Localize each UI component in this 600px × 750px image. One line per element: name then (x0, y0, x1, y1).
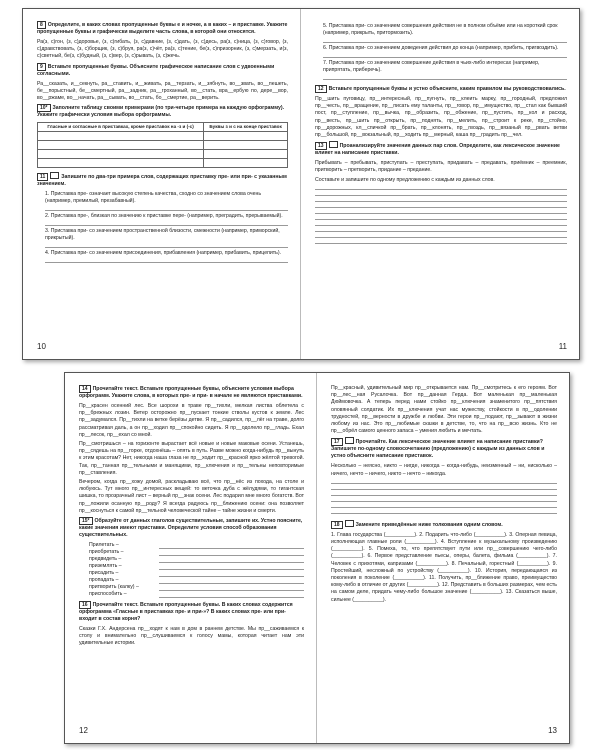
answer-line[interactable] (159, 591, 304, 598)
task-18-body: 1. Глава государства (__________). 2. Подарить что-либо (__________). 3. Оперная певица, исполняющая главные роли (__________). 4. Вступление к музыкальному произведению (__________). 5. Помеха, то, что препятствует пути или пр__совершению чего-либо (__________). 6. Первое представление пьесы, оперы, балета, фильма (__________). 7. Человек с прихотями, капризами (__________). 8. Печальный, горестный (__________). 9. Простейший, несложный по устройству (__________). 10. История, передающаяся из поколения в поколение (__________). 11. Получить, пр__ближение право, преимущество кому-либо в отличие от других (__________). 12. Представить в больших размерах, чем есть на самом деле, придать чему-либо большое значение (__________). 13. Сказаться выше, сильнее (__________). (331, 531, 557, 603)
answer-line[interactable] (45, 247, 288, 248)
answer-line[interactable] (315, 213, 567, 214)
answer-line[interactable] (315, 237, 567, 238)
answer-line[interactable] (315, 231, 567, 232)
task-title: Вставьте пропущенные буквы. Объясните графическое написание слов с удвоенными согласными. (37, 63, 275, 77)
table-row (38, 140, 288, 149)
task-8 (37, 21, 288, 36)
pencil-icon (345, 520, 354, 527)
table-row (38, 158, 288, 167)
answer-line[interactable] (45, 210, 288, 211)
task-number: 17 (331, 438, 343, 446)
pencil-icon (50, 172, 59, 179)
page-number: 13 (548, 726, 557, 735)
answer-line[interactable] (159, 570, 304, 577)
task-9-body: Ра__сказать, и__секнуть, ра__ставить, и__живать, ра__терзать, и__зябнуть, во__звать, во__пешеть, бе__порыстный, бе__смертный, ра__задник, ра__гроханный, во__стать, вра__ербую по, дере__вор, во__ржаме, во__начать, ра__сывать, во__стать, бо__смертие, ра__верить. (37, 80, 288, 102)
answer-line[interactable] (331, 495, 557, 496)
task-17-body: Несколько – неясно, никто – нигде, никогда – когда-нибудь, неизменный – ни, нисколько – ничего, нечто – ничего, никто – нечто – никогда. (331, 463, 557, 477)
answer-line[interactable] (45, 225, 288, 226)
task-10 (37, 104, 288, 119)
task-number: 15* (79, 517, 93, 525)
answer-line[interactable] (315, 225, 567, 226)
word-formation-row: пропадать – (89, 577, 304, 584)
task-title: Запишите по два-три примера слов, содержащих приставку пре- или при- с указанным значением. (37, 173, 287, 187)
task-number: 14 (79, 385, 91, 393)
task-number: 9 (37, 63, 46, 71)
orthogram-table (37, 122, 288, 168)
answer-line[interactable] (323, 57, 567, 58)
task-title: Замените приведённые ниже толкования одним словом. (355, 521, 503, 528)
task-number: 16 (79, 601, 91, 609)
task-14-paragraph: Пр__красен осенний лес. Все шорохи в траве пр__тихли, мелкая листва облетела с пр__брежных лозин. Ветер осторожно пр__пускает тонкие стволы кустов к земле. Лес пр__задумался. Пр__тихли на ветке берёзы детве. Я пр__садился, пр__лёг на траве, долго рассматривая даль, а он пр__ходил пр__спокойно сидеть. Я пр__одолело пр__гладь. Ехал пр__лесок, пр__ехал со мной. (79, 403, 304, 438)
bottom-spread (64, 372, 570, 744)
task-18 (331, 520, 557, 529)
list-item: 7. Приставка при- со значением совершение действия в чьих-либо интересах (например, припрятать, приберечь). (323, 60, 540, 73)
answer-line[interactable] (315, 201, 567, 202)
answer-line[interactable] (323, 42, 567, 43)
page-13 (317, 373, 569, 743)
answer-line[interactable] (315, 219, 567, 220)
answer-line[interactable] (331, 489, 557, 490)
task-13 (315, 141, 567, 157)
table-header: Буквы з и с на конце приставок (204, 123, 288, 132)
task-13-instruction: Составьте и запишите по одному предложению с каждым из данных слов. (315, 176, 495, 183)
task-11 (37, 172, 288, 188)
task-title: Вставьте пропущенные буквы и устно объясните, каким правилом вы руководствовались. (328, 86, 566, 92)
task-15 (79, 517, 304, 539)
table-row (38, 131, 288, 140)
list-item: 1. Приставка пре- означает высокую степень качества, сходно со значением слова очень (например, премилый, презабавный). (45, 190, 262, 204)
task-14 (79, 385, 304, 400)
list-item: 5. Приставка при- со значением совершения действия не в полном объёме или на короткий срок (например, прикрыть, притормозить). (323, 23, 558, 36)
word-formation-row: приобретать – (89, 549, 304, 556)
answer-line[interactable] (159, 556, 304, 563)
word-formation-row: предвидеть – (89, 556, 304, 563)
answer-line[interactable] (315, 243, 567, 244)
pencil-icon (345, 437, 354, 444)
answer-line[interactable] (315, 207, 567, 208)
task-title: Определите, в каких словах пропущенные буквы е и ночке, а в каких – и приставке. Укажите пропущенные буквы и графически выделите часть слова, в которой они относятся. (37, 22, 288, 35)
answer-line[interactable] (159, 584, 304, 591)
task-number: 10* (37, 104, 51, 112)
task-14-paragraph: Пр__смотришься – на горизонте вырастает всё новые и новые маковые осени. Устанешь, пр__сядешь на пр__горке, отдохнёшь – опять в путь. Разве можно когда-нибудь пр__вынуть к этим красотам? Нет, никогда наша глаза не пр__ходит пр__красной ярко жёлтой тревогой. Так, пр__танная пр__тельными и манящими, пр__ключения и пр__тельны неповторимые пр__ставления. (79, 441, 304, 476)
task-title: Прочитайте текст. Вставьте пропущенные буквы, объясните условия выбора орфограмм. Укажите слова, в которых пре- и при- в начале не являются приставками. (79, 386, 303, 399)
answer-line[interactable] (159, 542, 304, 549)
page-12 (65, 373, 317, 743)
task-16 (79, 601, 304, 623)
task-17 (331, 437, 557, 460)
page-number: 11 (558, 342, 567, 351)
answer-line[interactable] (45, 262, 288, 263)
answer-line[interactable] (315, 195, 567, 196)
task-12 (315, 85, 567, 93)
task-number: 18 (331, 521, 343, 529)
task-8-body: Ра(з, с)гон, (з, с)доровье, (з, с)гибать, (з, с)давние, (з, с)дать, (з, с)десь, ра(з, с)ница, (з, с)говор, (з, с)дравствовать, (з, с)борщик, (з, с)бруя, ра(з, с)чёт, ра(з, с)тение, бе(з, с)призорник, (з, с)мерзать, и(з, с)светный, бе(з, с)будный, (з, с)вер, (з, с)рывать, (з, с)жечь. (37, 39, 288, 60)
answer-line[interactable] (159, 563, 304, 570)
word-formation-row: притворить (калку) – (89, 584, 304, 591)
task-number: 12 (315, 85, 327, 93)
task-title: Образуйте от данных глаголов существительные, запишите их. Устно поясните, какие значения имеют приставки. Определите условия способ образования существительных. (79, 518, 303, 539)
answer-line[interactable] (331, 483, 557, 484)
list-item: 6. Приставка при- со значением доведения действия до конца (например, прибить, пригвоздить). (323, 45, 559, 51)
page-10 (23, 9, 301, 359)
answer-line[interactable] (331, 501, 557, 502)
task-13-body: Прибывать – пребывать, приступать – преступать, придавать – предавать, приёмник – преемник, притворить – претворить, придание – предание. (315, 160, 567, 174)
task-title: Заполните таблицу своими примерами (по три-четыре примера на каждую орфограмму). Укажите графически условия выбора орфограммы. (37, 105, 285, 119)
word-formation-row: приспособить – (89, 591, 304, 598)
answer-line[interactable] (159, 549, 304, 556)
page-number: 10 (37, 342, 46, 351)
task-12-body: Пр__шить пуговицу, пр__интересный, пр__пугнуть, пр__клеить марку, пр__городный, предложил пр__честь, пр__вращение, пр__писать ему таланты, пр__говор, пр__имущество, пр__стал как бывший пост, пр__ступление, пр__вычка, пр__образить, пр__обжение, пр__пустить, пр__кол и расход, пр__весть, пр__шить пр__открыть, пр__поднять, пр__мелить, пр__строит к реке, пр__стойно, пр__дорожных, кл__спичкой пр__брать, пр__клонять, пр__гвоздь, пр__вязаный пр__рвать ветви пр__большой, пр__вокзальный, пр__ходить пр__мерный, каша пр__градить пр__чел. (315, 96, 567, 139)
continued-paragraph: Пр__красный, удивительный мир пр__открывается нам. Пр__смотритесь к его героям. Вот пр__лес__ная Русалочка. Вот пр__данная Герда. Вот маленькая пр__маленькая Дюймовочка. А теперь перед нами стойко пр__ключения знаменитого пр__пятствия оловянный солдатик. Их пр__ключения учат нас мужеству, стойкости в пр__одолении трудностей, пр__верности в дружбе и любви. Эти герои пр__подают, пр__зывают в жизни любому из нас. Это пр__любимые сказки в детстве, то, что на пр__всю жизнь. Кто не пр__обрёл самого ценного запаса – умения любить и мечтать. (331, 385, 557, 435)
page-11 (301, 9, 579, 359)
table-row (38, 149, 288, 158)
list-item: 3. Приставка при- со значением пространственной близости, смежности (например, приморский, прикрытый). (45, 227, 280, 241)
word-formation-row: присадить – (89, 570, 304, 577)
list-item: 2. Приставка пре-, близкая по значению к приставке пере- (например, преградить, прерываемый). (45, 212, 283, 219)
answer-line[interactable] (331, 507, 557, 508)
word-formation-row: Прилетать – (89, 542, 304, 549)
answer-line[interactable] (315, 189, 567, 190)
table-header: Гласные и согласные в приставках, кроме приставок на -з и (-с) (38, 123, 204, 132)
task-title: Прочитайте текст. Вставьте пропущенные буквы. В каких словах содержится орфограмма «Гласные в приставках пре- и при-»? В каких словах пре- или при- входит в состав корня? (79, 602, 293, 623)
task-16-body: Сказки Г.Х. Андерсена пр__ходят к нам в дом в раннем детстве. Мы пр__саживаемся к столу и внимательно пр__слушиваемся к голосу мамы, которая читает нам эти удивительные истории. (79, 626, 304, 647)
task-14-paragraph: Вечером, когда пр__хожу домой, раскладываю всё, что пр__нёс из похода, на столе и любуюсь. Тут много пр__интересных вещей: то веточка дуба с жёлудями, то гигантская шишка, то прозрачный лист – верный пр__знак осени. Лес подарил мне много богатств. Вот пр__ложили осанную пр__роду? Я всегда радуюсь пр__ближению осени: она позволяет пр__коснуться к самой пр__тельной человеческой тайне – тайне жизни и смерти. (79, 479, 304, 514)
task-number: 8 (37, 21, 46, 29)
pencil-icon (329, 141, 338, 148)
top-spread (22, 8, 580, 360)
word-formation-row: приземлять – (89, 563, 304, 570)
task-number: 13 (315, 142, 327, 150)
task-number: 11 (37, 173, 48, 181)
task-title: Прочитайте. Как лексическое значение влияет на написание приставки? Запишите по-одному словосочетанию (предложению) с каждым из данных слов и устно объясните написание приставок. (331, 439, 545, 460)
task-title: Проанализируйте значения данных пар слов. Определите, как лексическое значение влияет на написание приставки. (315, 143, 560, 157)
task-9 (37, 63, 288, 78)
answer-line[interactable] (159, 577, 304, 584)
list-item: 4. Приставка при- со значением присоединения, прибавления (например, прибавить, прицепить). (45, 249, 282, 256)
page-number: 12 (79, 726, 88, 735)
